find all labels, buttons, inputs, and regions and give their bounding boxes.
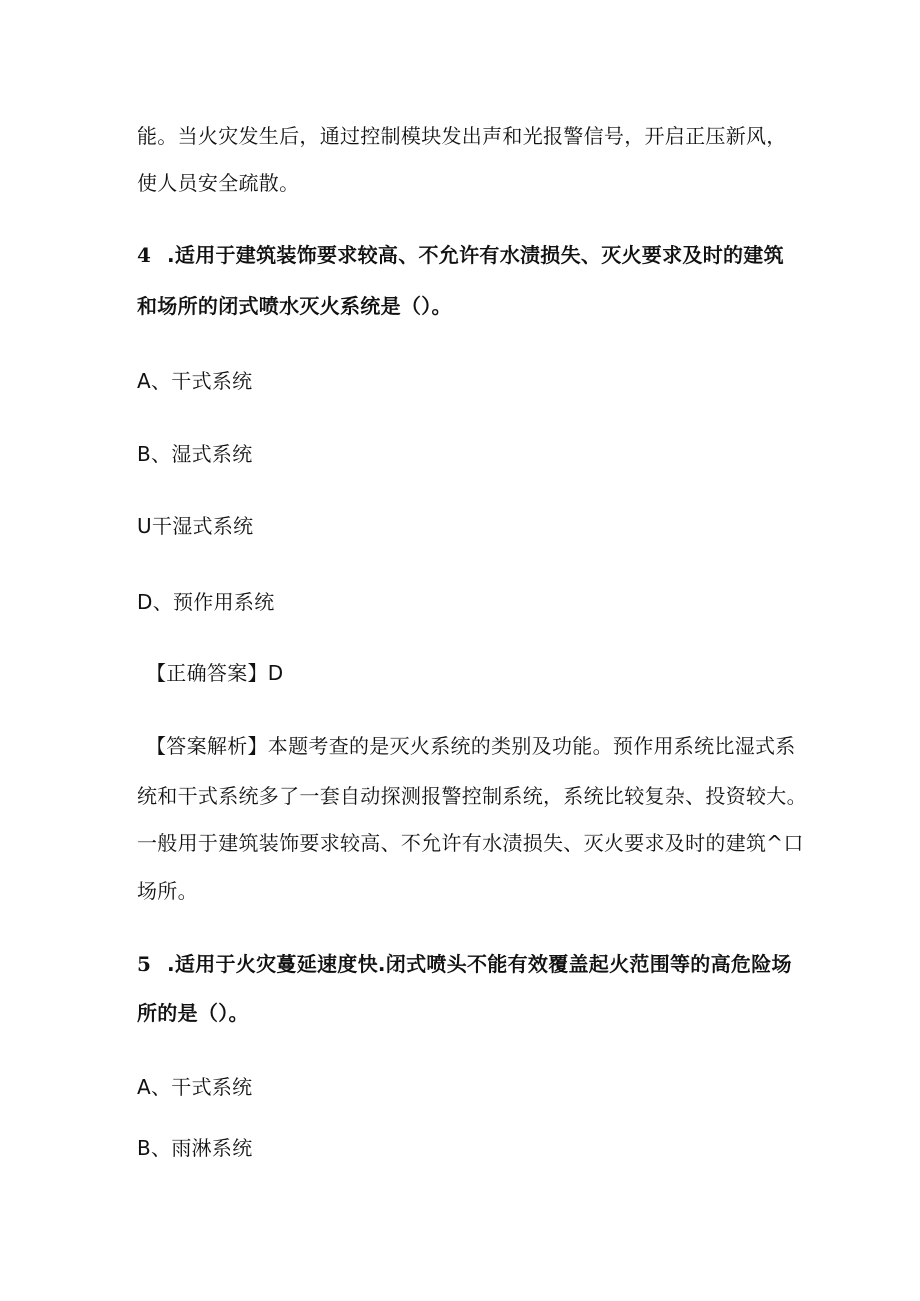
question-5-line-1	[137, 952, 792, 976]
question-4-option-d: D、预作用系统	[137, 590, 275, 614]
question-4-number: 4	[137, 243, 152, 267]
question-4-analysis-line-3: 一般用于建筑装饰要求较高、不允许有水渍损失、灭火要求及时的建筑^口	[137, 831, 804, 855]
question-5-number: 5	[137, 952, 152, 976]
prev-text-line-2: 使人员安全疏散。	[137, 171, 300, 195]
question-4-analysis-line-1: 【答案解析】本题考查的是灭火系统的类别及功能。预作用系统比湿式系	[146, 734, 796, 758]
question-4-text-1: .适用于建筑装饰要求较高、不允许有水渍损失、灭火要求及时的建筑	[167, 243, 784, 267]
question-4-option-a: A、干式系统	[137, 369, 253, 393]
question-5-option-b: B、雨淋系统	[137, 1136, 253, 1160]
question-4-line-2: 和场所的闭式喷水灭火系统是（）。	[137, 294, 452, 318]
question-4-line-1	[137, 243, 784, 267]
question-4-analysis-line-2: 统和干式系统多了一套自动探测报警控制系统，系统比较复杂、投资较大。	[137, 784, 807, 808]
question-4-option-c: U干湿式系统	[137, 514, 254, 538]
question-4-analysis-line-4: 场所。	[137, 879, 198, 903]
question-4-option-b: B、湿式系统	[137, 442, 253, 466]
question-5-option-a: A、干式系统	[137, 1075, 253, 1099]
question-5-line-2: 所的是（）。	[137, 1001, 249, 1025]
question-5-text-1: .适用于火灾蔓延速度快.闭式喷头不能有效覆盖起火范围等的高危险场	[167, 952, 792, 976]
prev-text-line-1: 能。当火灾发生后，通过控制模块发出声和光报警信号，开启正压新风，	[137, 124, 787, 148]
question-4-correct-answer: 【正确答案】D	[146, 661, 284, 685]
